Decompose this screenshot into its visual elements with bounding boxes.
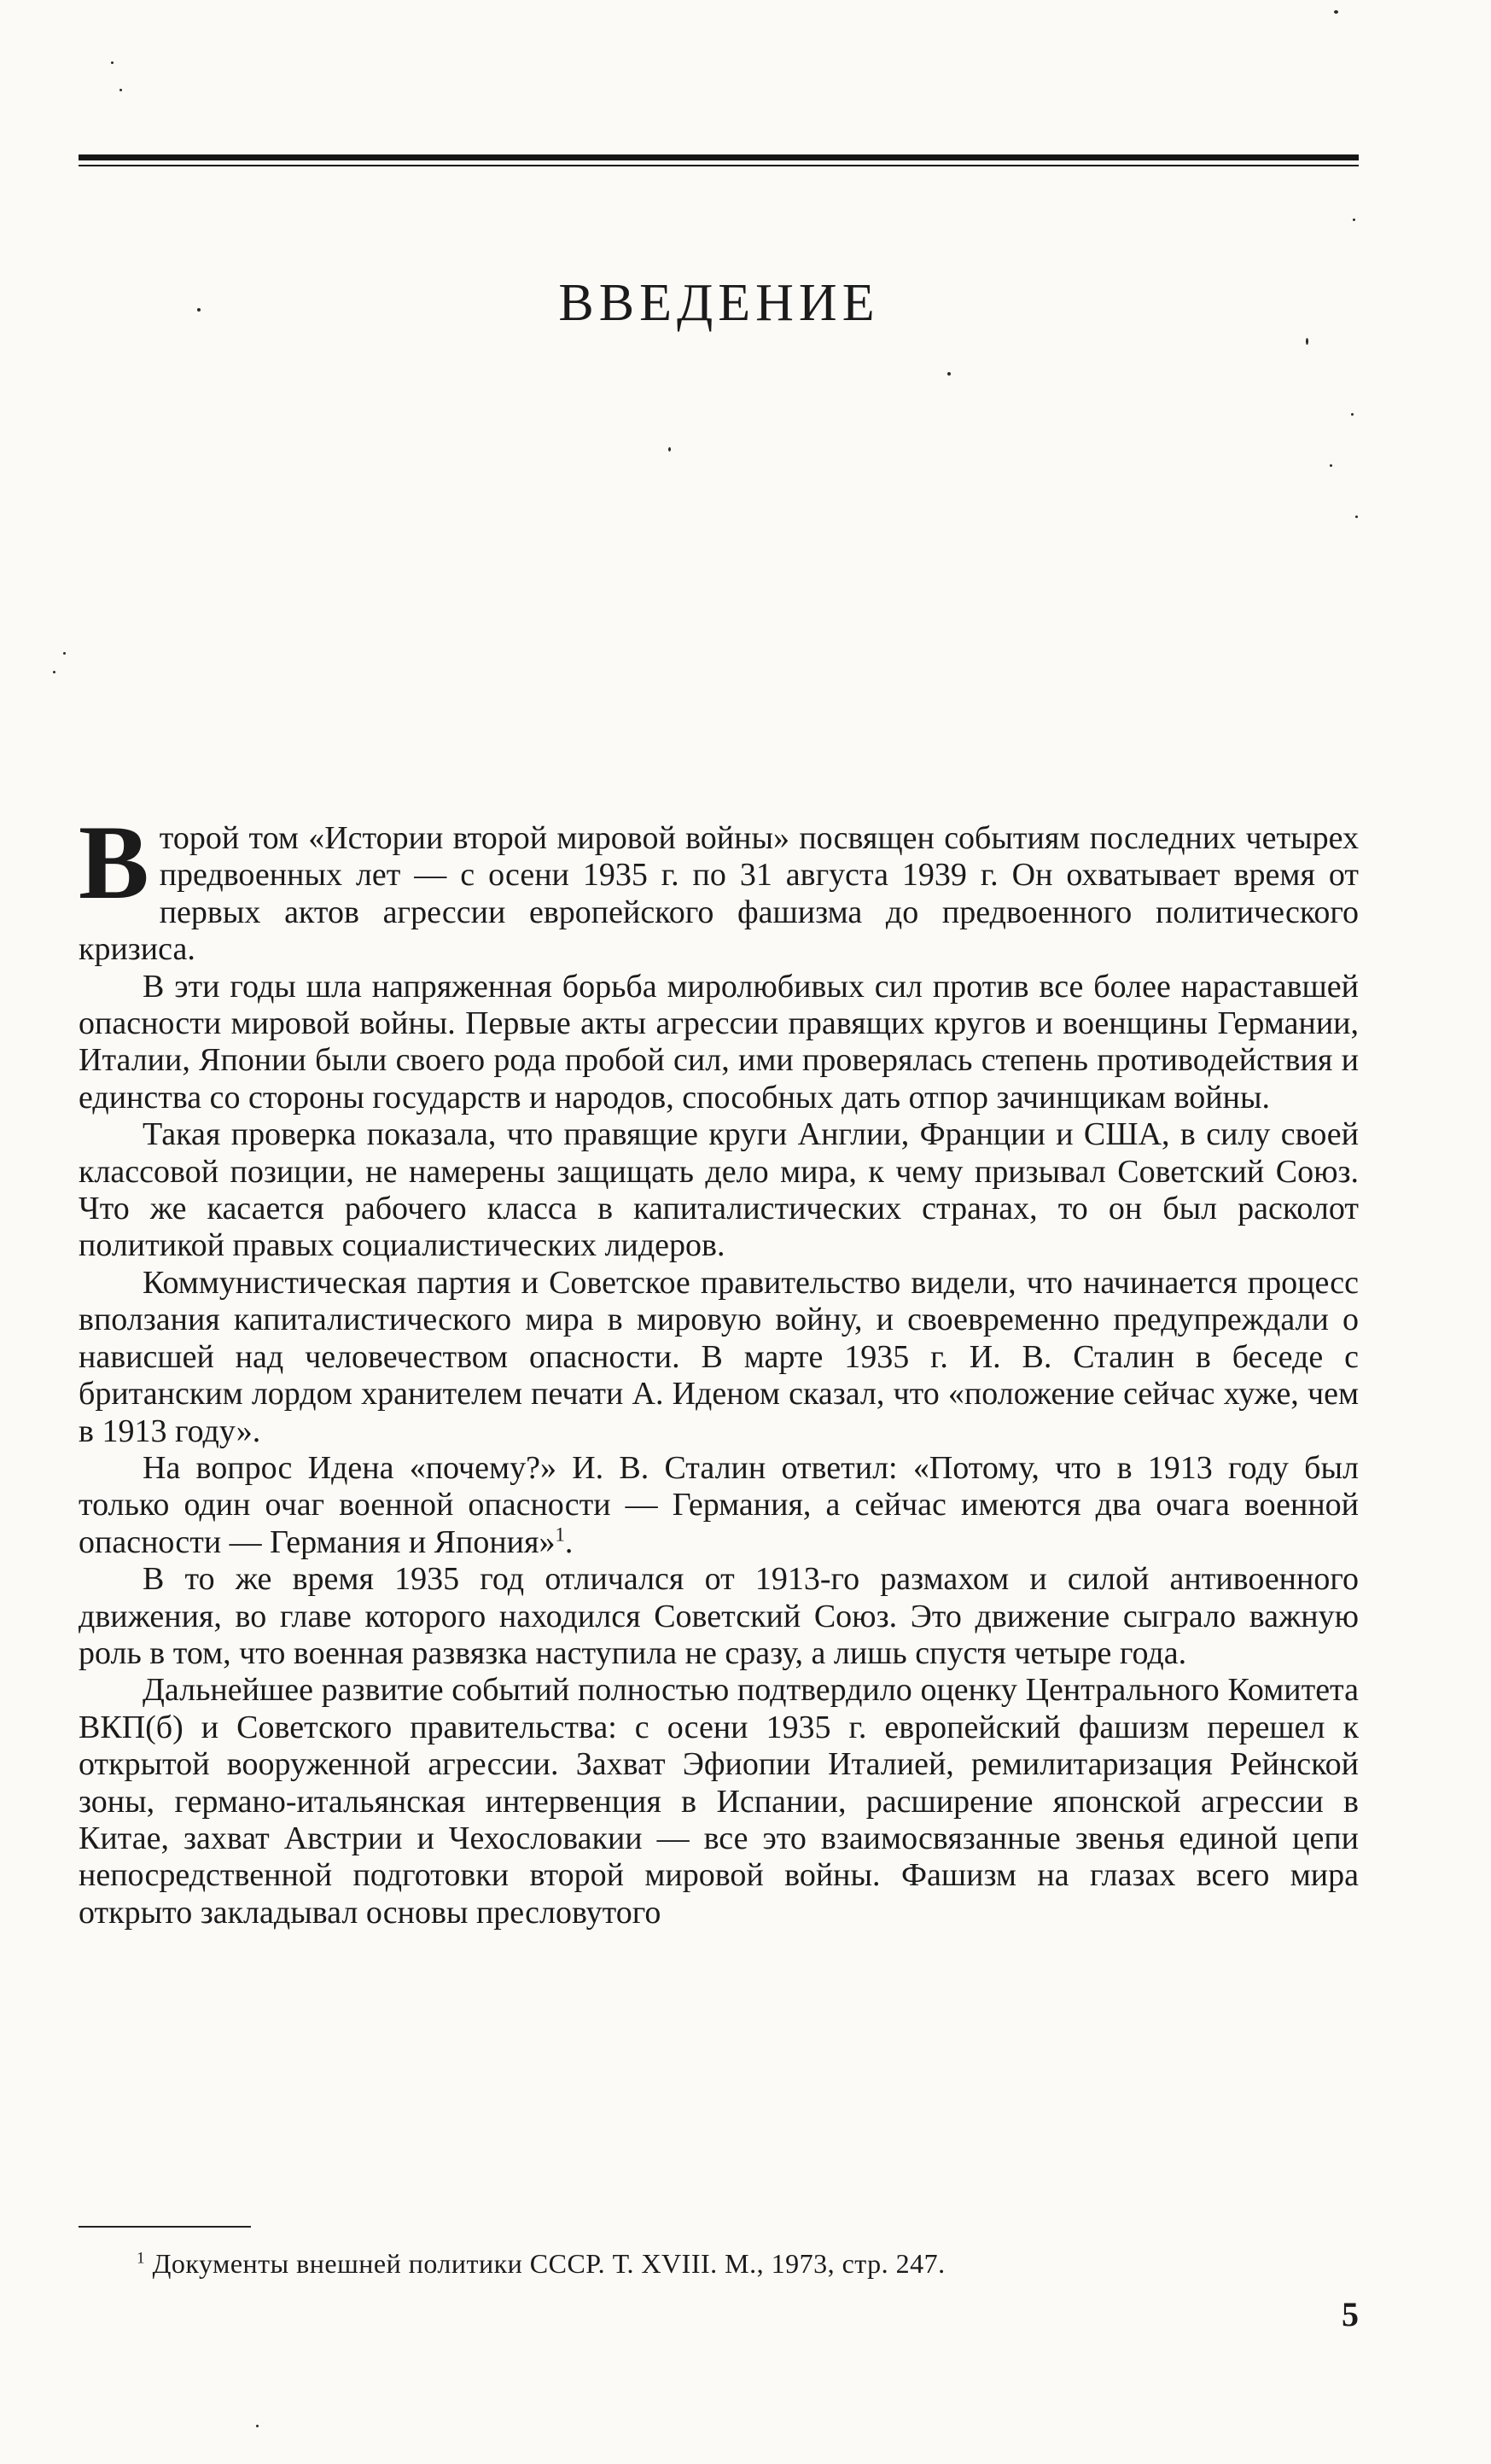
scan-speck (1351, 413, 1354, 416)
header-rule-thin (79, 165, 1359, 166)
scan-speck (1355, 516, 1358, 518)
scan-speck (1306, 338, 1308, 345)
paragraph-5-end: . (564, 1523, 574, 1560)
paragraph-3: Такая проверка показала, что правящие круги Англии, Франции и США, в силу своей классовой позиции, не намерены защищать дело мира, к чему призывал Советский Союз. Что же касается рабочего класса в капиталистических странах, то он был расколот политикой правых социалистических лидеров. (79, 1116, 1359, 1264)
scan-speck (668, 447, 671, 451)
paragraph-2: В эти годы шла напряженная борьба миролюбивых сил против все более нараставшей опасности мировой войны. Первые акты агрессии правящих кругов и военщины Германии, Италии, Японии были своего рода пробой сил, ими проверялась степень противодействия и единства со стороны государств и народов, способных дать отпор зачинщикам войны. (79, 968, 1359, 1115)
drop-cap: В (79, 804, 149, 921)
paragraph-5 (79, 1450, 1359, 1561)
scan-speck (1353, 218, 1355, 221)
paragraph-7: Дальнейшее развитие событий полностью подтвердило оценку Центрального Комитета ВКП(б) и Советского правительства: с осени 1935 г. европейский фашизм перешел к открытой вооруженной агрессии. Захват Эфиопии Италией, ремилитаризация Рейнской зоны, германо-итальянская интервенция в Испании, расширение японской агрессии в Китае, захват Австрии и Чехословакии — все это взаимосвязанные звенья единой цепи непосредственной подготовки второй мировой войны. Фашизм на глазах всего мира открыто закладывал основы пресловутого (79, 1672, 1359, 1931)
scan-speck (1334, 10, 1338, 14)
paragraph-4: Коммунистическая партия и Советское правительство видели, что начинается процесс вползания капиталистического мира в мировую войну, и своевременно предупреждали о нависшей над человечеством опасности. В марте 1935 г. И. В. Сталин в беседе с британским лордом хранителем печати А. Иденом сказал, что «положение сейчас хуже, чем в 1913 году». (79, 1264, 1359, 1449)
header-rule-thick (79, 154, 1359, 160)
chapter-title: ВВЕДЕНИЕ (558, 274, 880, 332)
footnote-reference[interactable]: 1 (555, 1523, 565, 1546)
paragraph-1-text: торой том «Истории второй мировой войны» посвящен событиям последних четырех предвоенных лет — с осени 1935 г. по 31 августа 1939 г. Он охватывает время от первых актов агрессии европейского фашизма до предвоенного политического кризиса. (79, 820, 1359, 968)
footnote-marker: 1 (137, 2249, 146, 2268)
scan-speck (53, 671, 55, 673)
footnote-text: Документы внешней политики СССР. Т. XVIII. М., 1973, стр. 247. (152, 2248, 946, 2279)
scan-speck (119, 89, 122, 91)
scan-speck (256, 2425, 259, 2427)
footnote (137, 2246, 1331, 2281)
scan-speck (111, 61, 114, 64)
paragraph-5-text: На вопрос Идена «почему?» И. В. Сталин ответил: «Потому, что в 1913 году был только один очаг военной опасности — Германия, а сейчас имеются два очага военной опасности — Германия и Япония» (79, 1449, 1359, 1560)
footnote-separator (79, 2226, 251, 2228)
scan-speck (1330, 464, 1332, 467)
scan-speck (947, 372, 951, 376)
paragraph-6: В то же время 1935 год отличался от 1913-го размахом и силой антивоенного движения, во главе которого находился Советский Союз. Это движение сыграло важную роль в том, что военная развязка наступила не сразу, а лишь спустя четыре года. (79, 1561, 1359, 1671)
paragraph-1 (79, 804, 1359, 969)
scan-speck (63, 652, 66, 655)
page-number: 5 (1342, 2295, 1359, 2333)
scan-speck (197, 308, 201, 312)
body-text (79, 804, 1359, 1931)
